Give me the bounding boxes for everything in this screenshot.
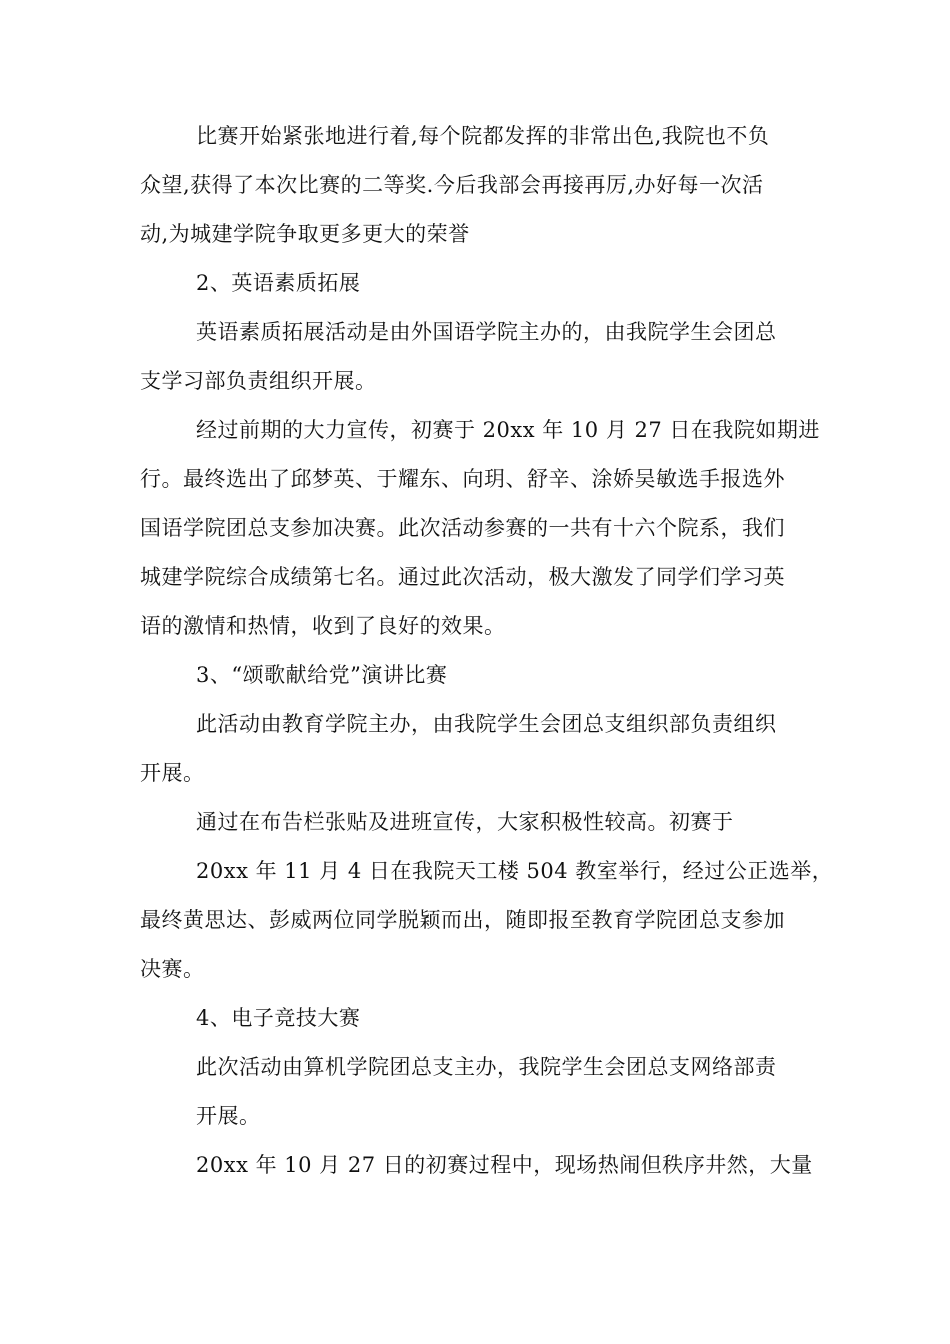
paragraph-line: 众望,获得了本次比赛的二等奖.今后我部会再接再厉,办好每一次活 [140, 173, 764, 197]
section-heading: 4、电子竞技大赛 [196, 1006, 361, 1030]
paragraph-line: 比赛开始紧张地进行着,每个院都发挥的非常出色,我院也不负 [196, 124, 770, 148]
section-heading: 2、英语素质拓展 [196, 271, 361, 295]
paragraph-line: 动,为城建学院争取更多更大的荣誉 [140, 222, 470, 246]
paragraph-line: 开展。 [196, 1104, 261, 1128]
paragraph-line: 20xx 年 11 月 4 日在我院天工楼 504 教室举行，经过公正选举， [196, 859, 834, 883]
paragraph-line: 支学习部负责组织开展。 [140, 369, 377, 393]
paragraph-line: 语的激情和热情，收到了良好的效果。 [140, 614, 506, 638]
paragraph-line: 行。最终选出了邱梦英、于耀东、向玥、舒辛、涂娇吴敏选手报选外 [140, 467, 785, 491]
section-heading: 3、“颂歌献给党”演讲比赛 [196, 663, 448, 687]
paragraph-line: 最终黄思达、彭威两位同学脱颖而出，随即报至教育学院团总支参加 [140, 908, 785, 932]
document-page [140, 118, 834, 1184]
paragraph-line: 国语学院团总支参加决赛。此次活动参赛的一共有十六个院系，我们 [140, 516, 785, 540]
paragraph-line: 此次活动由算机学院团总支主办，我院学生会团总支网络部责 [196, 1055, 777, 1079]
paragraph-line: 通过在布告栏张贴及进班宣传，大家积极性较高。初赛于 [196, 810, 734, 834]
paragraph-line: 经过前期的大力宣传，初赛于 20xx 年 10 月 27 日在我院如期进 [196, 418, 820, 442]
paragraph-line: 开展。 [140, 761, 205, 785]
paragraph-line: 20xx 年 10 月 27 日的初赛过程中，现场热闹但秩序井然，大量 [196, 1153, 813, 1177]
paragraph-line: 决赛。 [140, 957, 205, 981]
paragraph-line: 城建学院综合成绩第七名。通过此次活动，极大激发了同学们学习英 [140, 565, 785, 589]
paragraph-line: 英语素质拓展活动是由外国语学院主办的，由我院学生会团总 [196, 320, 777, 344]
paragraph-line: 此活动由教育学院主办，由我院学生会团总支组织部负责组织 [196, 712, 777, 736]
